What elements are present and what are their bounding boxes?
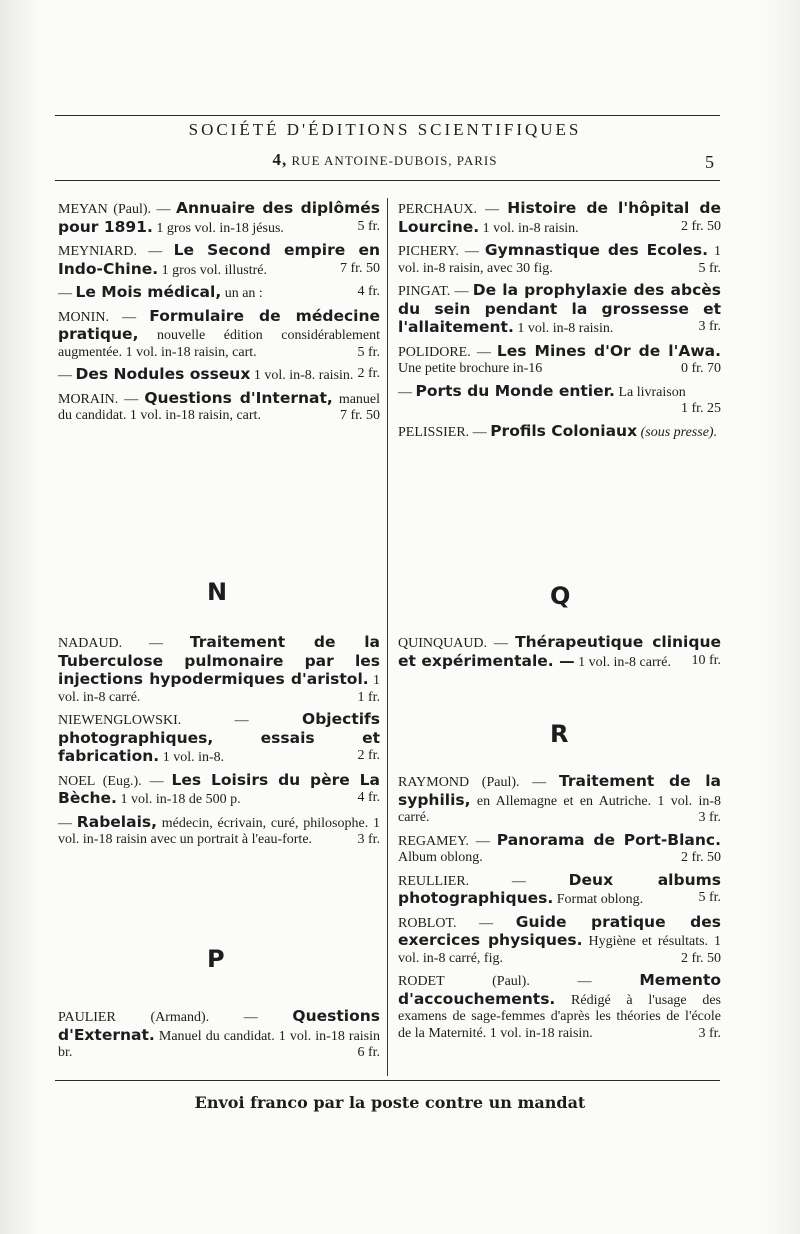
catalog-entry — [398, 832, 721, 867]
entry-description: Hygiène et résultats. 1 vol. in-8 carré, fig. — [398, 934, 722, 966]
entry-title: Annuaire des diplômés pour 1891. — [58, 199, 381, 236]
entry-author: PAULIER (Armand). — — [58, 1010, 258, 1025]
entry-title: Le Mois médical, — [75, 283, 222, 301]
entry-description: (sous presse). — [640, 424, 718, 440]
entry-description: un an : — [224, 286, 263, 301]
right-q-section — [398, 634, 721, 676]
entry-description: médecin, écrivain, curé, philosophe. 1 vol. in-18 raisin avec un portrait à l'eau-forte. — [58, 815, 380, 847]
catalog-entry — [398, 773, 721, 827]
entry-price: 1 fr. 25 — [680, 401, 721, 416]
left-p-entries — [58, 1008, 380, 1062]
entry-title: Profils Coloniaux — [490, 421, 638, 440]
entry-price: 2 fr. 50 — [680, 850, 721, 865]
entry-price: 1 fr. — [357, 689, 380, 705]
entry-title: Guide pratique des exercices physiques. — [398, 912, 721, 949]
entry-author: PICHERY. — — [398, 244, 479, 259]
section-letter-r: R — [550, 720, 569, 748]
entry-author: PELISSIER. — — [398, 424, 487, 440]
entry-author: QUINQUAUD. — — [398, 636, 509, 651]
column-divider — [387, 198, 388, 1076]
entry-price: 2 fr. 50 — [680, 950, 721, 966]
entry-title: Memento d'accouchements. — [398, 971, 722, 1008]
entry-title: Questions d'Externat. — [58, 1007, 380, 1044]
entry-title: Objectifs photographiques, essais et fabrication. — [58, 710, 381, 765]
entry-title: Questions d'Internat, — [144, 388, 333, 407]
entry-author: REULLIER. — — [398, 873, 526, 889]
entry-author: MORAIN. — — [58, 391, 139, 407]
catalog-entry — [58, 284, 380, 303]
catalog-entry — [398, 872, 721, 909]
entry-title: Histoire de l'hôpital de Lourcine. — [398, 199, 721, 236]
entry-title: Gymnastique des Ecoles. — [484, 241, 708, 259]
catalog-entry — [398, 200, 721, 237]
entry-author: MEYAN (Paul). — — [58, 202, 171, 217]
catalog-entry — [398, 383, 721, 418]
catalog-entry — [58, 242, 380, 279]
right-r-section — [398, 773, 721, 1047]
entry-description: 1 vol. in-8 raisin. — [517, 321, 614, 336]
entry-title: Panorama de Port-Blanc. — [496, 830, 721, 849]
entry-author: PERCHAUX. — — [398, 202, 500, 217]
entry-title: Traitement de la Tuberculose pulmonaire par les injections hypodermiques d'aristol. — [58, 633, 380, 688]
entry-price: 3 fr. — [698, 1025, 721, 1041]
right-r-entries — [398, 773, 721, 1042]
entry-description: manuel du candidat. 1 vol. in-18 raisin, cart. — [58, 391, 381, 423]
entry-author: RAYMOND (Paul). — — [398, 775, 547, 790]
entry-author: — — [58, 815, 72, 831]
catalog-entry — [398, 282, 721, 338]
entry-title: Des Nodules osseux — [75, 365, 251, 383]
address-number: 4, — [272, 150, 288, 169]
catalog-entry — [58, 366, 380, 385]
entry-price: 2 fr. — [357, 748, 380, 763]
catalog-entry — [58, 814, 380, 849]
entry-description: 1 vol. in-8 raisin, avec 30 fig. — [398, 244, 722, 276]
catalog-entry — [398, 423, 721, 442]
entry-price: 3 fr. — [698, 810, 721, 825]
entry-description: 1 vol. in-8 raisin. — [482, 220, 579, 236]
section-letter-q: Q — [550, 582, 571, 610]
entry-title: Rabelais, — [76, 812, 157, 831]
entry-price: 7 fr. 50 — [339, 260, 380, 276]
footer-notice: Envoi franco par la poste contre un mandat — [194, 1093, 586, 1112]
entry-price: 10 fr. — [691, 652, 721, 668]
entry-author: REGAMEY. — — [398, 833, 490, 849]
entry-price: 0 fr. 70 — [680, 361, 721, 376]
left-p-section — [58, 1008, 380, 1067]
address-street: RUE ANTOINE-DUBOIS, PARIS — [291, 153, 498, 168]
entry-description: en Allemagne et en Autriche. 1 vol. in-8 carré. — [398, 793, 722, 825]
entry-price: 2 fr. — [357, 366, 380, 381]
catalog-entry — [58, 772, 380, 809]
entry-description: Rédigé à l'usage des examens de sage-femmes d'après les théories de l'école de la Maternité. 1 vol. in-18 raisin. — [398, 992, 721, 1041]
entry-price: 6 fr. — [357, 1045, 380, 1060]
right-top-entries — [398, 200, 721, 441]
entry-title: Formulaire de médecine pratique, — [58, 306, 381, 343]
entry-title: Les Loisirs du père La Bèche. — [58, 770, 380, 807]
entry-description: 1 vol. in-8. — [162, 750, 225, 765]
entry-description: 1 vol. in-8 carré. — [578, 654, 671, 670]
entry-author: — — [58, 368, 72, 383]
entry-title: Deux albums photographiques. — [398, 870, 721, 907]
header-rule — [55, 180, 720, 181]
catalog-entry — [398, 914, 721, 968]
entry-title: Ports du Monde entier. — [415, 381, 615, 400]
entry-description: 1 gros vol. in-18 jésus. — [156, 220, 284, 236]
entry-author: PINGAT. — — [398, 284, 469, 299]
top-rule — [55, 115, 720, 116]
entry-author: — — [398, 384, 412, 400]
entry-description: Une petite brochure in-16 — [398, 361, 543, 376]
entry-author: NADAUD. — — [58, 636, 163, 651]
entry-title: Les Mines d'Or de l'Awa. — [496, 341, 721, 360]
entry-price: 2 fr. 50 — [680, 218, 721, 234]
left-n-entries — [58, 634, 380, 849]
entry-price: 4 fr. — [357, 284, 380, 299]
left-n-section — [58, 634, 380, 854]
section-letter-p: P — [207, 945, 225, 973]
entry-price: 3 fr. — [357, 832, 380, 847]
catalog-entry — [58, 711, 380, 767]
entry-author: NOEL (Eug.). — — [58, 773, 164, 789]
entry-description: Album oblong. — [398, 850, 483, 865]
entry-price: 5 fr. — [698, 260, 721, 276]
entry-author: NIEWENGLOWSKI. — — [58, 713, 249, 728]
entry-price: 5 fr. — [357, 218, 380, 234]
entry-description: nouvelle édition considérablement augmentée. 1 vol. in-18 raisin, cart. — [58, 328, 381, 360]
catalog-entry — [398, 634, 721, 671]
entry-author: MONIN. — — [58, 309, 137, 325]
catalog-entry — [398, 343, 721, 378]
entry-title: Traitement de la syphilis, — [398, 772, 721, 809]
entry-author: RODET (Paul). — — [398, 974, 592, 989]
entry-description: 1 vol. in-18 de 500 p. — [120, 792, 241, 807]
entry-author: MEYNIARD. — — [58, 244, 163, 259]
entry-price: 5 fr. — [698, 890, 721, 905]
publisher-address — [0, 150, 770, 170]
entry-title: De la prophylaxie des abcès du sein pendant la grossesse et l'allaitement. — [398, 281, 721, 336]
catalog-entry — [58, 308, 380, 362]
entry-title: Le Second empire en Indo-Chine. — [58, 241, 381, 278]
catalog-entry — [58, 390, 380, 425]
entry-price: 5 fr. — [357, 344, 380, 360]
right-column — [398, 200, 721, 446]
publisher-name: SOCIÉTÉ D'ÉDITIONS SCIENTIFIQUES — [188, 120, 582, 139]
entry-price: 4 fr. — [357, 790, 380, 805]
entry-description: 1 gros vol. illustré. — [161, 262, 268, 278]
entry-description: 1 vol. in-8. raisin. — [253, 368, 354, 383]
catalog-entry — [58, 634, 380, 706]
entry-author: — — [58, 286, 72, 301]
entry-price: 3 fr. — [698, 319, 721, 334]
catalog-entry — [58, 200, 380, 237]
left-top-entries — [58, 200, 380, 425]
entry-author: ROBLOT. — — [398, 915, 494, 931]
footer-rule — [55, 1080, 720, 1081]
entry-title: Thérapeutique clinique et expérimentale. — — [398, 633, 722, 670]
catalog-entry — [398, 972, 721, 1042]
entry-author: POLIDORE. — — [398, 344, 491, 360]
entry-description: 1 vol. in-8 carré. — [58, 673, 381, 705]
entry-description: Manuel du candidat. 1 vol. in-18 raisin br. — [58, 1028, 381, 1060]
entry-price: 7 fr. 50 — [339, 408, 380, 423]
catalog-entry — [58, 1008, 380, 1062]
entry-description: Format oblong. — [556, 892, 644, 907]
right-q-entries — [398, 634, 721, 671]
left-column — [58, 200, 380, 430]
catalog-entry — [398, 242, 721, 277]
page-number: 5 — [705, 152, 714, 172]
entry-description: La livraison — [618, 384, 686, 400]
section-letter-n: N — [207, 578, 228, 606]
